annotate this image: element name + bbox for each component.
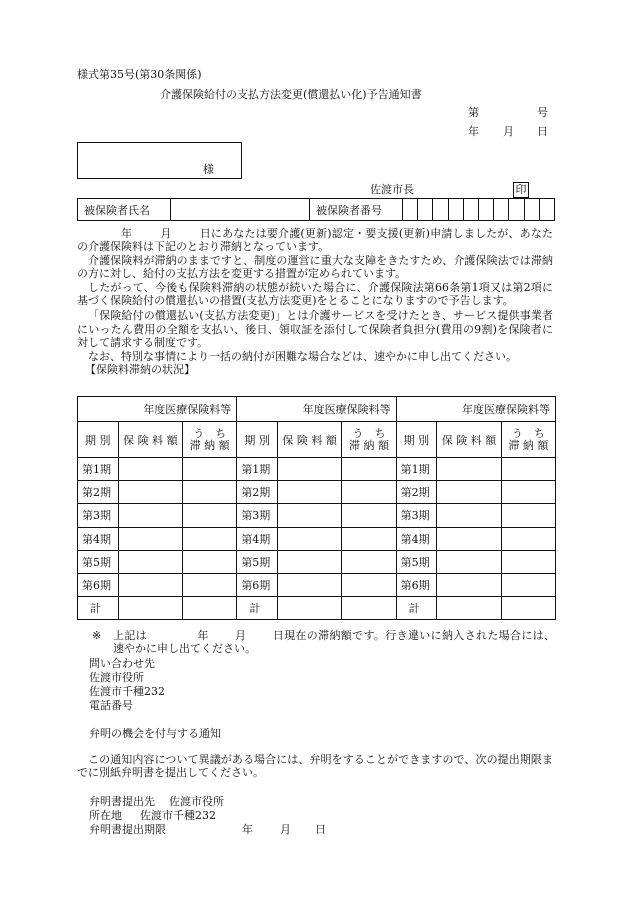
insured-number-digit: [509, 199, 524, 221]
table-row: [78, 458, 556, 481]
period-label: 第5期: [396, 550, 437, 573]
deadline-label: 弁明書提出期限: [89, 823, 166, 836]
paragraph-3: したがって、今後も保険料滞納の状態が続いた場合に、介護保険法第66条第1項又は第2項に基づく保険給付の償還払いの措置(支払方法変更)をとることになりますので予告します。: [77, 280, 553, 308]
period-label: 第1期: [237, 458, 278, 481]
note-month: 月: [234, 629, 247, 642]
table-row: [78, 527, 556, 550]
sender-name: 佐渡市長: [370, 183, 414, 196]
note-text: [113, 629, 555, 656]
insured-name-cell: [171, 199, 310, 221]
col-period: 期 別: [78, 422, 119, 458]
period-label: 第6期: [237, 573, 278, 596]
insured-name-label: 被保険者氏名: [78, 199, 171, 221]
arrears-table: [77, 396, 556, 620]
period-label: 第2期: [396, 481, 437, 504]
hearing-title: 弁明の機会を付与する通知: [89, 727, 221, 740]
total-label: 計: [396, 597, 437, 620]
period-label: 第4期: [396, 527, 437, 550]
period-label: 第4期: [237, 527, 278, 550]
note-mark: ※: [92, 629, 102, 642]
period-label: 第5期: [78, 550, 119, 573]
period-label: 第6期: [396, 573, 437, 596]
insured-number-label: 被保険者番号: [310, 199, 403, 221]
deadline-day: 日: [315, 823, 326, 836]
deadline-year: 年: [242, 823, 253, 836]
contact-office: 佐渡市役所: [89, 671, 144, 684]
location-value: 佐渡市千種232: [140, 809, 216, 822]
period-label: 第2期: [78, 481, 119, 504]
col-amount: 保 険 料 額: [437, 422, 501, 458]
deadline-month: 月: [280, 823, 291, 836]
table-row-total: [78, 597, 556, 620]
table-row: [78, 504, 556, 527]
contact-label: 問い合わせ先: [89, 657, 155, 670]
total-label: 計: [78, 597, 119, 620]
insured-number-digit: [463, 199, 478, 221]
col-arrears-top: う ち: [352, 426, 386, 440]
p1-month: 月: [160, 227, 172, 240]
note-pre: 上記は: [113, 629, 148, 642]
insured-number-digit: [448, 199, 463, 221]
seal-mark: 印: [513, 182, 529, 198]
col-amount: 保 険 料 額: [118, 422, 182, 458]
document-title: 介護保険給付の支払方法変更(償還払い化)予告通知書: [160, 88, 422, 101]
hearing-text: この通知内容について異議がある場合には、弁明をすることができますので、次の提出期限までに別紙弁明書を提出してください。: [77, 753, 553, 780]
addressee-suffix: 様: [203, 163, 214, 176]
col-period: 期 別: [396, 422, 437, 458]
period-label: 第6期: [78, 573, 119, 596]
date-day: 日: [537, 125, 548, 138]
insured-info-table: [77, 198, 555, 221]
group-header: 年度医療保険料等: [396, 397, 555, 422]
group-header: 年度医療保険料等: [237, 397, 396, 422]
period-label: 第1期: [78, 458, 119, 481]
col-arrears-top: う ち: [511, 426, 545, 440]
period-label: 第1期: [396, 458, 437, 481]
col-arrears-bottom: 滞 納 額: [189, 438, 230, 452]
col-arrears-bottom: 滞 納 額: [508, 438, 549, 452]
date-month: 月: [503, 125, 514, 138]
location-label: 所在地: [89, 809, 122, 822]
insured-number-digit: [403, 199, 418, 221]
contact-phone: 電話番号: [89, 699, 133, 712]
total-label: 計: [237, 597, 278, 620]
insured-number-digit: [478, 199, 493, 221]
table-row: [78, 481, 556, 504]
table-row: [78, 550, 556, 573]
period-label: 第3期: [396, 504, 437, 527]
insured-number-digit: [539, 199, 554, 221]
col-arrears-bottom: 滞 納 額: [349, 438, 389, 452]
submit-value: 佐渡市役所: [169, 795, 224, 808]
period-label: 第4期: [78, 527, 119, 550]
col-amount: 保 険 料 額: [277, 422, 341, 458]
p1-year: 年: [121, 227, 133, 240]
insured-number-digit: [433, 199, 448, 221]
form-number: 様式第35号(第30条関係): [77, 68, 202, 81]
col-arrears: [342, 422, 396, 458]
col-period: 期 別: [237, 422, 278, 458]
col-arrears-top: う ち: [193, 426, 227, 440]
paragraph-5: なお、特別な事情により一括の納付が困難な場合などは、速やかに申し出てください。: [88, 349, 517, 363]
period-label: 第2期: [237, 481, 278, 504]
period-label: 第3期: [78, 504, 119, 527]
number-suffix: 号: [537, 106, 548, 119]
note-rest: 日現在の滞納額です。行き違いに納入された場合には、速やかに申し出てください。: [113, 629, 556, 656]
addressee-box: [77, 142, 242, 179]
p1-text: 日にあなたは要介護(更新)認定・要支援(更新)申請しましたが、あなたの介護保険料は下記のとおり滞納となっています。: [77, 227, 554, 254]
date-year: 年: [468, 125, 479, 138]
paragraph-2: 介護保険料が滞納のままですと、制度の運営に重大な支障をきたすため、介護保険法では滞納の方に対し、給付の支払方法を変更する措置が定められています。: [77, 253, 553, 281]
insured-number-digit: [494, 199, 509, 221]
col-arrears: [501, 422, 555, 458]
submit-label: 弁明書提出先: [89, 795, 155, 808]
period-label: 第5期: [237, 550, 278, 573]
group-header: 年度医療保険料等: [78, 397, 237, 422]
insured-number-digit: [524, 199, 539, 221]
body-text: [77, 227, 553, 376]
col-arrears: [183, 422, 237, 458]
note-year: 年: [197, 629, 209, 642]
table-row: [78, 573, 556, 596]
period-label: 第3期: [237, 504, 278, 527]
contact-address: 佐渡市千種232: [89, 685, 165, 698]
paragraph-4: 「保険給付の償還払い(支払方法変更)」とは介護サービスを受けたとき、サービス提供事業者にいったん費用の全額を支払い、後日、領収証を添付して保険者負担分(費用の9割)を保険者に対して請求する制度です。: [77, 309, 553, 350]
section-heading: 【保険料滞納の状況】: [85, 363, 195, 377]
insured-number-digit: [418, 199, 433, 221]
number-prefix: 第: [468, 106, 479, 119]
